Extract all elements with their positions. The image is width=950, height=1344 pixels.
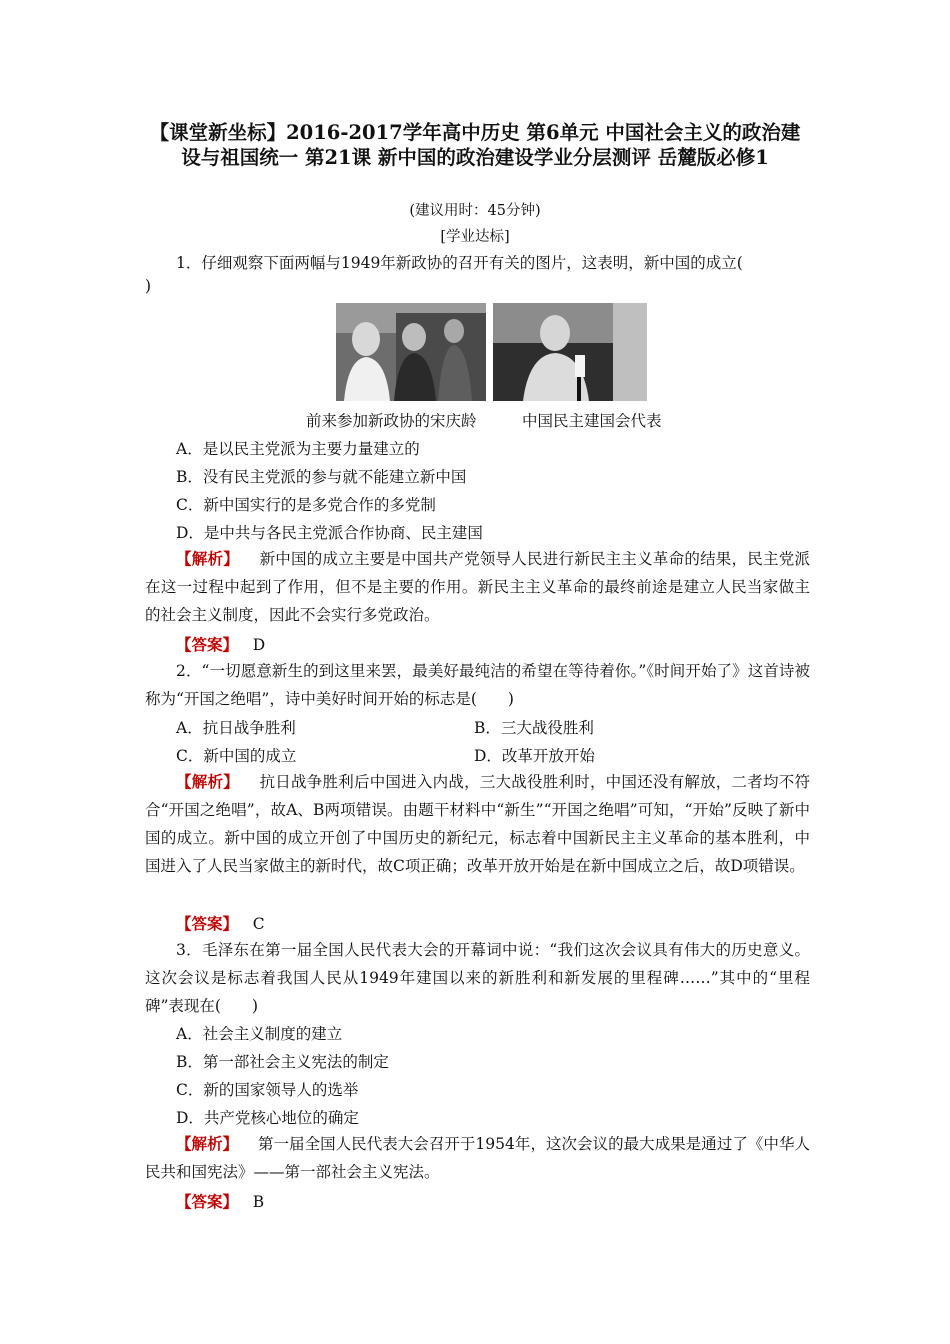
q3-answer — [176, 1190, 264, 1212]
q2-option-b: B．三大战役胜利 — [474, 719, 594, 737]
q3-option-c: C．新的国家领导人的选举 — [176, 1081, 359, 1099]
document-title: 【课堂新坐标】2016-2017学年高中历史 第6单元 中国社会主义的政治建设与祖国统一 第21课 新中国的政治建设学业分层测评 岳麓版必修1 — [149, 121, 801, 169]
q1-analysis-text: 新中国的成立主要是中国共产党领导人民进行新民主主义革命的结果，民主党派在这一过程中起到了作用，但不是主要的作用。新民主主义革命的最终前途是建立人民当家做主的社会主义制度，因此不会实行多党政治。 — [145, 550, 810, 624]
photo-democratic-national-construction-association-delegate — [493, 303, 647, 401]
answer-tag: 【答案】 — [176, 1192, 239, 1211]
q1-answer — [176, 633, 265, 655]
q1-option-b: B．没有民主党派的参与就不能建立新中国 — [176, 468, 467, 486]
q2-stem: 2．“一切愿意新生的到这里来罢，最美好最纯洁的希望在等待着你。”《时间开始了》这首诗被称为“开国之绝唱”，诗中美好时间开始的标志是( ) — [145, 662, 810, 708]
q3-analysis — [145, 1130, 810, 1186]
q3-analysis-text: 第一届全国人民代表大会召开于1954年，这次会议的最大成果是通过了《中华人民共和国宪法》——第一部社会主义宪法。 — [145, 1135, 810, 1181]
q2-answer-value: C — [252, 915, 265, 933]
suggested-duration: (建议用时：45分钟) — [409, 203, 541, 219]
q1-option-d: D．是中共与各民主党派合作协商、民主建国 — [176, 524, 483, 542]
q2-option-c: C．新中国的成立 — [176, 747, 297, 765]
q2-option-d: D．改革开放开始 — [474, 747, 595, 765]
q2-option-a: A．抗日战争胜利 — [176, 719, 296, 737]
q1-option-a: A．是以民主党派为主要力量建立的 — [176, 440, 420, 458]
section-heading: [学业达标] — [440, 229, 510, 245]
q1-option-c: C．新中国实行的是多党合作的多党制 — [176, 496, 436, 514]
q3-stem: 3．毛泽东在第一届全国人民代表大会的开幕词中说：“我们这次会议具有伟大的历史意义。这次会议是标志着我国人民从1949年建国以来的新胜利和新发展的里程碑……”其中的“里程碑”表现在( ) — [145, 941, 810, 1015]
caption-right: 中国民主建国会代表 — [522, 412, 662, 430]
analysis-tag: 【解析】 — [176, 1134, 239, 1153]
analysis-tag: 【解析】 — [176, 772, 239, 791]
answer-tag: 【答案】 — [176, 635, 239, 654]
q1-stem-line1: 1．仔细观察下面两幅与1949年新政协的召开有关的图片，这表明，新中国的成立( — [176, 254, 743, 272]
q1-analysis — [145, 545, 810, 629]
photo-song-qingling — [336, 303, 486, 401]
q1-answer-value: D — [252, 636, 266, 654]
caption-left: 前来参加新政协的宋庆龄 — [306, 412, 477, 430]
q3-option-d: D．共产党核心地位的确定 — [176, 1109, 359, 1127]
analysis-tag: 【解析】 — [176, 549, 239, 568]
q2-analysis-text: 抗日战争胜利后中国进入内战，三大战役胜利时，中国还没有解放，二者均不符合“开国之绝唱”，故A、B两项错误。由题干材料中“新生”“开国之绝唱”可知，“开始”反映了新中国的成立。新中国的成立开创了中国历史的新纪元，标志着中国新民主主义革命的基本胜利，中国进入了人民当家做主的新时代，故C项正确；改革开放开始是在新中国成立之后，故D项错误。 — [145, 773, 810, 875]
q3-option-a: A．社会主义制度的建立 — [176, 1025, 343, 1043]
answer-tag: 【答案】 — [176, 914, 239, 933]
q3-answer-value: B — [252, 1193, 265, 1211]
q1-stem-line2: ) — [145, 277, 152, 295]
q3-option-b: B．第一部社会主义宪法的制定 — [176, 1053, 389, 1071]
q2-answer — [176, 912, 265, 934]
q2-analysis — [145, 768, 810, 880]
